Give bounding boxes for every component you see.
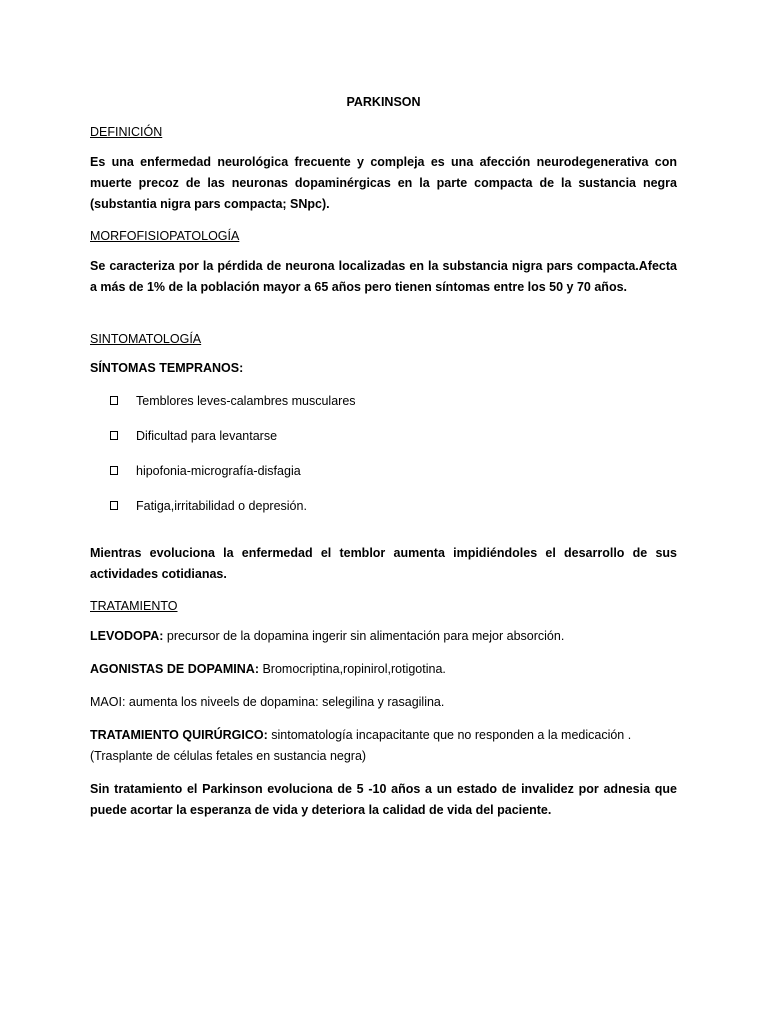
quirurgico-text: sintomatología incapacitante que no responden a la medicación .	[267, 728, 632, 742]
agonistas-text: Bromocriptina,ropinirol,rotigotina.	[258, 662, 446, 676]
treatment-maoi: MAOI: aumenta los niveels de dopamina: selegilina y rasagilina.	[90, 695, 445, 709]
checkbox-icon	[110, 396, 118, 405]
checkbox-icon	[110, 501, 118, 510]
symptom-item	[110, 426, 677, 447]
levodopa-label: LEVODOPA:	[90, 629, 164, 643]
heading-sintomatologia: SINTOMATOLOGÍA	[90, 332, 202, 346]
checkbox-icon	[110, 431, 118, 440]
treatment-agonistas	[90, 659, 677, 680]
evolution-text: Mientras evoluciona la enfermedad el temblor aumenta impidiéndoles el desarrollo de sus actividades cotidianas.	[90, 546, 677, 581]
morfofisiopatologia-text: Se caracteriza por la pérdida de neurona localizadas en la substancia nigra pars compacta.Afecta a más de 1% de la población mayor a 65 años pero tienen síntomas entre los 50 y 70 años.	[90, 259, 677, 294]
conclusion-text: Sin tratamiento el Parkinson evoluciona de 5 -10 años a un estado de invalidez por adnesia que puede acortar la esperanza de vida y deteriora la calidad de vida del paciente.	[90, 782, 677, 817]
symptom-item	[110, 391, 677, 412]
subheading-sintomas-tempranos: SÍNTOMAS TEMPRANOS:	[90, 361, 244, 375]
document-title: PARKINSON	[346, 95, 421, 109]
heading-tratamiento: TRATAMIENTO	[90, 599, 178, 613]
quirurgico-label: TRATAMIENTO QUIRÚRGICO:	[90, 728, 268, 742]
symptom-label: Temblores leves-calambres musculares	[136, 394, 356, 408]
treatment-quirurgico	[90, 725, 677, 767]
definicion-text: Es una enfermedad neurológica frecuente y compleja es una afección neurodegenerativa con muerte precoz de las neuronas dopaminérgicas en la parte compacta de la sustancia negra (substantia nigra pars compacta; SNpc).	[90, 155, 677, 211]
levodopa-text: precursor de la dopamina ingerir sin alimentación para mejor absorción.	[163, 629, 565, 643]
agonistas-label: AGONISTAS DE DOPAMINA:	[90, 662, 259, 676]
symptom-label: Fatiga,irritabilidad o depresión.	[136, 499, 307, 513]
heading-morfofisiopatologia: MORFOFISIOPATOLOGÍA	[90, 229, 240, 243]
quirurgico-note: (Trasplante de células fetales en sustancia negra)	[90, 749, 367, 763]
symptom-label: Dificultad para levantarse	[136, 429, 278, 443]
heading-definicion: DEFINICIÓN	[90, 125, 163, 139]
symptom-list	[90, 391, 677, 517]
symptom-label: hipofonia-micrografía-disfagia	[136, 464, 301, 478]
treatment-levodopa	[90, 626, 677, 647]
symptom-item	[110, 461, 677, 482]
checkbox-icon	[110, 466, 118, 475]
symptom-item	[110, 496, 677, 517]
document-page	[90, 93, 677, 833]
spacer	[90, 310, 677, 330]
